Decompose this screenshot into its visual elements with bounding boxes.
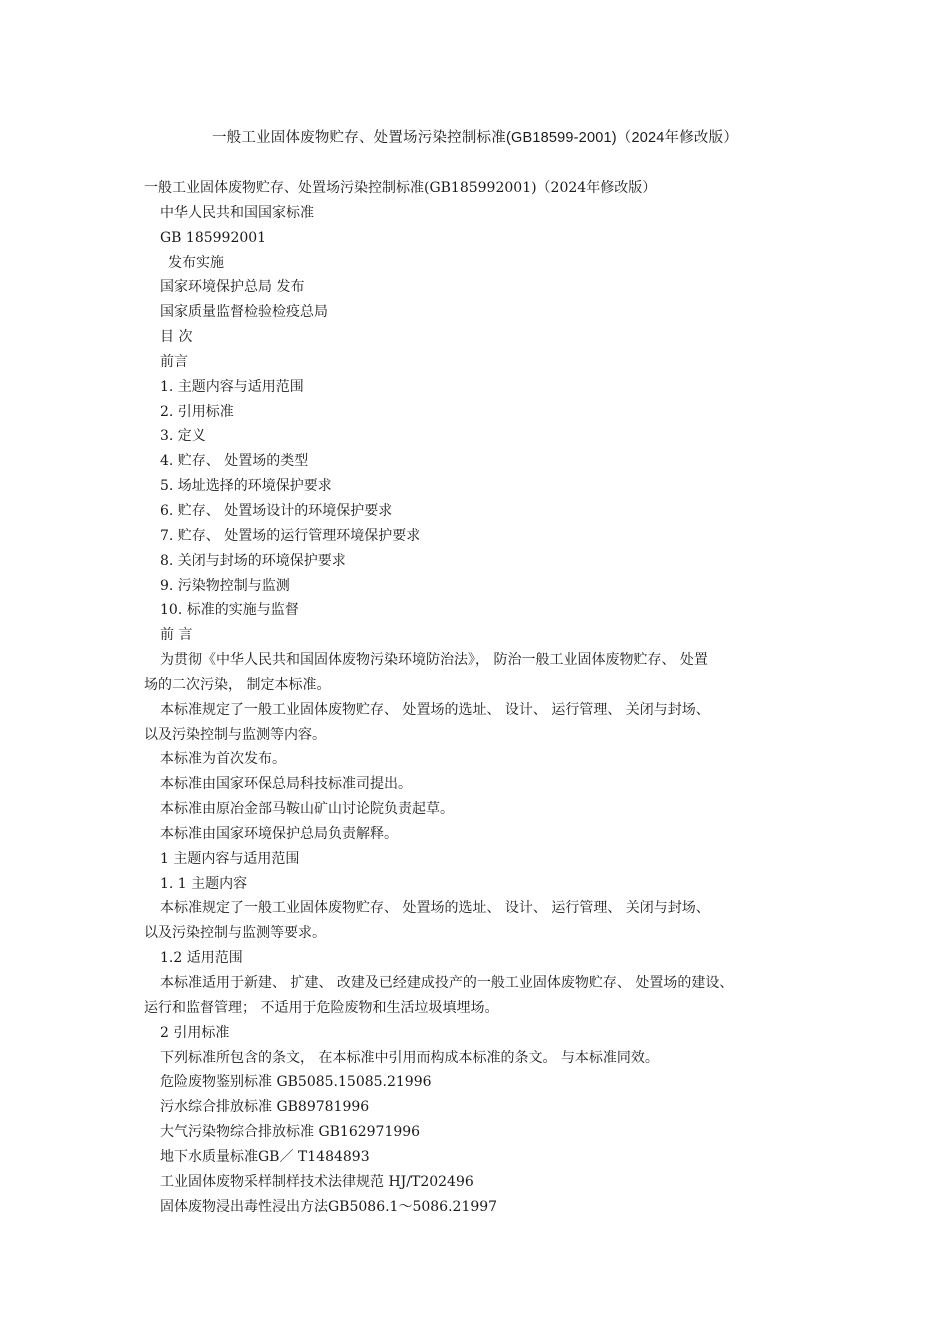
text-line: 9. 污染物控制与监测 xyxy=(160,577,290,594)
text-line: 一般工业固体废物贮存、处置场污染控制标准(GB185992001)（2024年修改版） xyxy=(144,180,657,196)
text-line: 2. 引用标准 xyxy=(160,403,234,420)
text-line: GB 185992001 xyxy=(160,229,267,246)
text-line: 以及污染控制与监测等要求。 xyxy=(144,925,326,942)
text-line: 1 主题内容与适用范围 xyxy=(160,850,300,867)
text-line: 目 次 xyxy=(160,329,193,346)
text-line: 以及污染控制与监测等内容。 xyxy=(144,726,326,743)
text-line: 7. 贮存、 处置场的运行管理环境保护要求 xyxy=(160,527,421,544)
text-line: 运行和监督管理； 不适用于危险废物和生活垃圾填埋场。 xyxy=(144,999,499,1016)
text-line: 5. 场址选择的环境保护要求 xyxy=(160,478,332,495)
text-line: 8. 关闭与封场的环境保护要求 xyxy=(160,552,346,569)
text-line: 为贯彻《中华人民共和国固体废物污染环境防治法》， 防治一般工业固体废物贮存、 处置 xyxy=(160,652,708,669)
text-line: 国家环境保护总局 发布 xyxy=(160,279,305,296)
text-line: 本标准为首次发布。 xyxy=(160,751,286,768)
text-line: 地下水质量标准GB／ T1484893 xyxy=(160,1148,370,1165)
document-body xyxy=(144,176,834,1219)
text-line: 大气污染物综合排放标准 GB162971996 xyxy=(160,1124,421,1141)
text-line: 本标准适用于新建、 扩建、 改建及已经建成投产的一般工业固体废物贮存、 处置场的建设、 xyxy=(160,975,734,991)
text-line: 固体废物浸出毒性浸出方法GB5086.1～5086.21997 xyxy=(160,1198,498,1215)
text-line: 发布实施 xyxy=(168,254,224,271)
text-line: 场的二次污染， 制定本标准。 xyxy=(144,676,331,693)
text-line: 6. 贮存、 处置场设计的环境保护要求 xyxy=(160,502,393,519)
text-line: 本标准由原冶金部马鞍山矿山讨论院负责起草。 xyxy=(160,801,454,818)
text-line: 本标准规定了一般工业固体废物贮存、 处置场的选址、 设计、 运行管理、 关闭与封场、 xyxy=(160,900,710,917)
text-line: 污水综合排放标准 GB89781996 xyxy=(160,1099,370,1116)
text-line: 10. 标准的实施与监督 xyxy=(160,602,299,619)
text-line: 前 言 xyxy=(160,627,193,644)
text-line: 3. 定义 xyxy=(160,428,206,445)
text-line: 工业固体废物采样制样技术法律规范 HJ/T202496 xyxy=(160,1173,474,1190)
text-line: 本标准规定了一般工业固体废物贮存、 处置场的选址、 设计、 运行管理、 关闭与封场、 xyxy=(160,701,710,718)
text-line: 中华人民共和国国家标准 xyxy=(160,204,314,221)
text-line: 本标准由国家环保总局科技标准司提出。 xyxy=(160,776,412,793)
text-line: 2 引用标准 xyxy=(160,1024,230,1041)
page-title: 一般工业固体废物贮存、处置场污染控制标准(GB18599-2001)（2024年修改版） xyxy=(211,130,739,146)
text-line: 1. 主题内容与适用范围 xyxy=(160,378,304,395)
text-line: 1.2 适用范围 xyxy=(160,950,243,967)
text-line: 国家质量监督检验检疫总局 xyxy=(160,304,328,321)
text-line: 下列标准所包含的条文， 在本标准中引用而构成本标准的条文。 与本标准同效。 xyxy=(160,1049,659,1066)
text-line: 危险废物鉴别标准 GB5085.15085.21996 xyxy=(160,1074,432,1091)
text-line: 4. 贮存、 处置场的类型 xyxy=(160,453,309,470)
text-line: 前言 xyxy=(160,353,188,370)
text-line: 1. 1 主题内容 xyxy=(160,875,248,892)
text-line: 本标准由国家环境保护总局负责解释。 xyxy=(160,825,398,842)
